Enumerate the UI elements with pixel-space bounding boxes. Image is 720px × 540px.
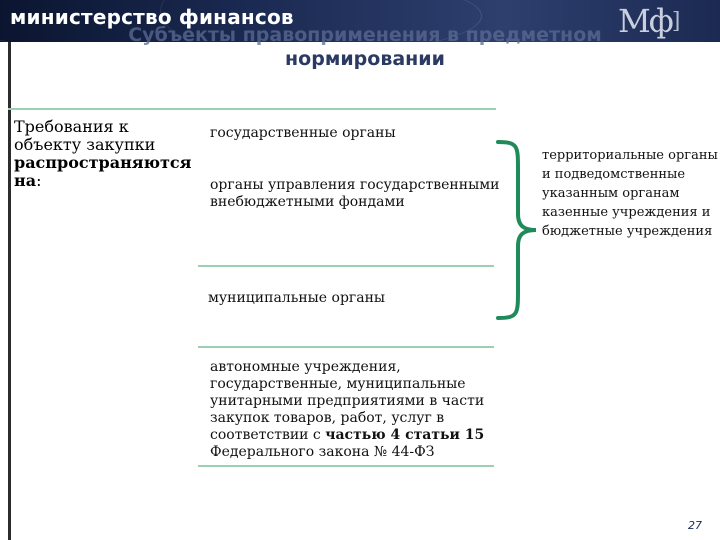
requirement-line: Требования к объекту закупки <box>14 117 156 154</box>
entity-item: государственные органы <box>210 125 396 141</box>
requirement-bold: распространяются на <box>14 153 192 190</box>
slide-title-line2: нормировании <box>285 48 445 70</box>
separator-line <box>8 108 496 110</box>
entity-item: органы управления государственными внебюджетными фондами <box>210 177 500 210</box>
requirement-text <box>14 118 196 190</box>
slide-title <box>60 23 670 71</box>
requirement-colon: : <box>36 171 42 190</box>
separator-line <box>198 346 494 348</box>
entity4-text-end: Федерального закона № 44-ФЗ <box>210 444 435 460</box>
right-brace-icon <box>488 140 540 320</box>
separator-line <box>198 265 494 267</box>
slide-title-line1: Субъекты правоприменения в предметном <box>128 24 602 46</box>
separator-line <box>198 465 494 467</box>
entity-item: муниципальные органы <box>208 290 386 306</box>
grouped-entities-note: территориальные органы и подведомственные указанным органам казенные учреждения и бюджетные учреждения <box>542 148 718 239</box>
logo-text-small: ] <box>671 9 679 34</box>
entity4-text: автономные учреждения, государственные, муниципальные унитарными предприятиями в части закупок товаров, работ, услуг в соответствии с <box>210 359 485 443</box>
entity-item <box>210 359 490 461</box>
logo-text: Мф <box>618 2 672 40</box>
entity4-bold: частью 4 статьи 15 <box>325 427 485 443</box>
ministry-name: министерство финансов <box>10 5 294 29</box>
page-number: 27 <box>688 519 702 532</box>
left-vertical-rule <box>8 42 11 540</box>
